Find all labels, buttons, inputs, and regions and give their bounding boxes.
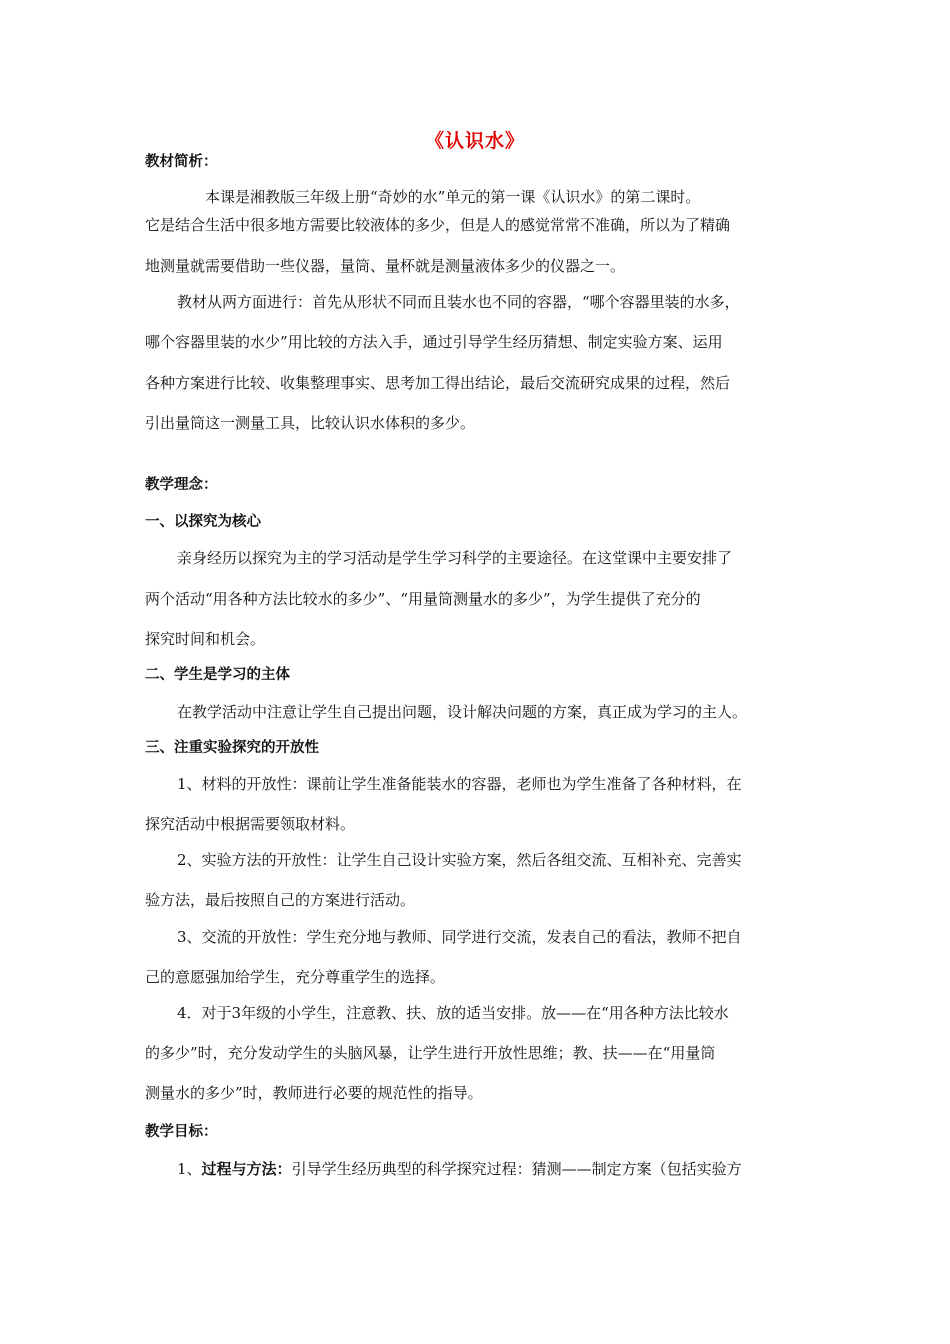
document-title: 《认识水》 xyxy=(424,130,525,152)
paragraph-line: 哪个容器里装的水少”用比较的方法入手，通过引导学生经历猜想、制定实验方案、运用 xyxy=(145,333,723,351)
paragraph-line: 在教学活动中注意让学生自己提出问题，设计解决问题的方案，真正成为学习的主人。 xyxy=(177,703,748,721)
goal-label: 过程与方法： xyxy=(201,1160,292,1178)
paragraph-line: 4．对于3年级的小学生，注意教、扶、放的适当安排。放——在“用各种方法比较水 xyxy=(177,1004,729,1022)
paragraph-line: 两个活动“用各种方法比较水的多少”、“用量筒测量水的多少”，为学生提供了充分的 xyxy=(145,590,701,608)
paragraph-line: 测量水的多少”时，教师进行必要的规范性的指导。 xyxy=(145,1084,483,1102)
paragraph-line: 探究时间和机会。 xyxy=(145,630,266,648)
paragraph-line: 己的意愿强加给学生，充分尊重学生的选择。 xyxy=(145,968,446,986)
goal-item-1 xyxy=(177,1159,742,1179)
paragraph-line: 各种方案进行比较、收集整理事实、思考加工得出结论，最后交流研究成果的过程，然后 xyxy=(145,374,731,392)
subheading-openness: 三、注重实验探究的开放性 xyxy=(145,740,319,756)
subheading-student-subject: 二、学生是学习的主体 xyxy=(145,667,290,683)
paragraph-line: 2、实验方法的开放性：让学生自己设计实验方案，然后各组交流、互相补充、完善实 xyxy=(177,851,742,869)
paragraph-line: 验方法，最后按照自己的方案进行活动。 xyxy=(145,891,416,909)
heading-teaching-goals: 教学目标： xyxy=(145,1124,218,1140)
goal-number: 1、 xyxy=(177,1160,202,1178)
paragraph-line: 亲身经历以探究为主的学习活动是学生学习科学的主要途径。在这堂课中主要安排了 xyxy=(177,549,733,567)
paragraph-line: 教材从两方面进行：首先从形状不同而且装水也不同的容器，“哪个容器里装的水多， xyxy=(177,293,740,311)
paragraph-line: 1、材料的开放性：课前让学生准备能装水的容器，老师也为学生准备了各种材料，在 xyxy=(177,775,742,793)
paragraph-line: 的多少”时，充分发动学生的头脑风暴，让学生进行开放性思维；教、扶——在“用量筒 xyxy=(145,1044,716,1062)
heading-teaching-philosophy: 教学理念： xyxy=(145,477,218,493)
paragraph-line: 3、交流的开放性：学生充分地与教师、同学进行交流，发表自己的看法，教师不把自 xyxy=(177,928,742,946)
paragraph-line: 本课是湘教版三年级上册“奇妙的水”单元的第一课《认识水》的第二课时。 xyxy=(205,188,701,206)
paragraph-line: 它是结合生活中很多地方需要比较液体的多少，但是人的感觉常常不准确，所以为了精确 xyxy=(145,216,731,234)
paragraph-line: 地测量就需要借助一些仪器，量筒、量杯就是测量液体多少的仪器之一。 xyxy=(145,257,626,275)
goal-text: 引导学生经历典型的科学探究过程：猜测——制定方案（包括实验方 xyxy=(291,1160,742,1178)
heading-textbook-analysis: 教材简析： xyxy=(145,154,218,170)
subheading-inquiry-core: 一、以探究为核心 xyxy=(145,514,261,530)
paragraph-line: 探究活动中根据需要领取材料。 xyxy=(145,815,356,833)
paragraph-line: 引出量筒这一测量工具，比较认识水体积的多少。 xyxy=(145,414,476,432)
